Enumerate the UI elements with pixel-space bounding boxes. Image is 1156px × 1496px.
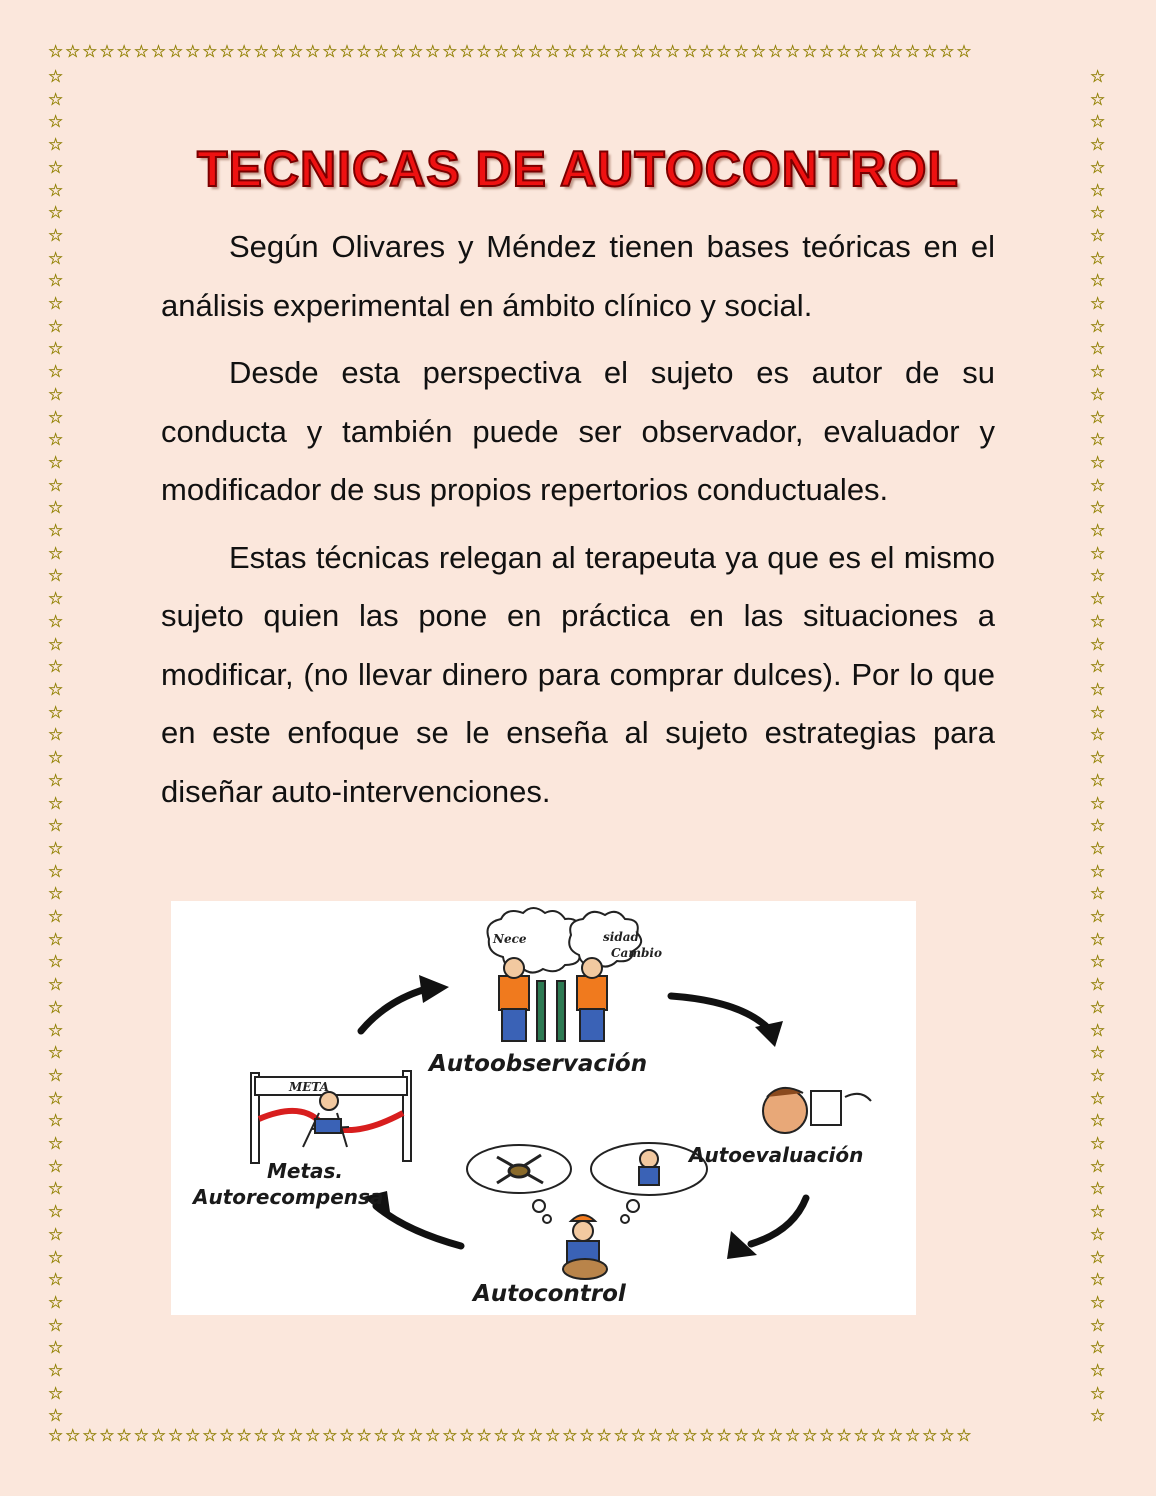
svg-text:sidad: sidad — [603, 930, 639, 944]
star-border-top: ☆☆☆☆☆☆☆☆☆☆☆☆☆☆☆☆☆☆☆☆☆☆☆☆☆☆☆☆☆☆☆☆☆☆☆☆☆☆☆☆☆☆☆☆☆☆☆☆☆☆☆☆☆☆ — [48, 44, 974, 62]
cycle-illustration — [171, 901, 916, 1315]
body-text — [161, 218, 995, 830]
worker-thought-icon — [639, 1150, 659, 1185]
paragraph-2: Desde esta perspectiva el sujeto es autor de su conducta y también puede ser observador, evaluador y modificador de sus propios repertorios conductuales. — [161, 355, 995, 507]
label-autorecompensa: Autorecompensa — [193, 1185, 384, 1209]
banner-text: META — [289, 1080, 330, 1094]
cloud-text: Nece — [493, 932, 527, 946]
paragraph-3: Estas técnicas relegan al terapeuta ya que es el mismo sujeto quien las pone en práctica en las situaciones a modificar, (no llevar dinero para comprar dulces). Por lo que en este enfoque se le enseña al sujeto estrategias para diseñar auto-intervenciones. — [161, 539, 995, 809]
star-border-right: ☆☆☆☆☆☆☆☆☆☆☆☆☆☆☆☆☆☆☆☆☆☆☆☆☆☆☆☆☆☆☆☆☆☆☆☆☆☆☆☆☆☆☆☆☆☆☆☆☆☆☆☆☆☆☆☆☆☆☆☆ — [1090, 67, 1106, 1427]
arrow-bottom-right — [751, 1198, 806, 1244]
label-autocontrol: Autocontrol — [473, 1281, 626, 1307]
arrow-top-right — [671, 996, 769, 1029]
self-control-cycle-diagram — [171, 901, 916, 1315]
page-title: TECNICAS DE AUTOCONTROL — [197, 141, 959, 197]
arrow-top-left — [361, 989, 426, 1031]
svg-text:Cambio: Cambio — [611, 946, 662, 960]
paragraph-1: Según Olivares y Méndez tienen bases teóricas en el análisis experimental en ámbito clínico y social. — [161, 229, 995, 323]
finish-line-runner-icon — [251, 1071, 411, 1163]
thought-bubbles-icon — [467, 1143, 707, 1223]
arrow-heads — [363, 975, 783, 1259]
label-metas: Metas. — [267, 1159, 344, 1183]
star-border-bottom: ☆☆☆☆☆☆☆☆☆☆☆☆☆☆☆☆☆☆☆☆☆☆☆☆☆☆☆☆☆☆☆☆☆☆☆☆☆☆☆☆☆☆☆☆☆☆☆☆☆☆☆☆☆☆ — [48, 1428, 974, 1446]
label-autoevaluacion: Autoevaluación — [689, 1143, 864, 1167]
thinking-person-icon — [763, 1088, 871, 1133]
star-border-left: ☆☆☆☆☆☆☆☆☆☆☆☆☆☆☆☆☆☆☆☆☆☆☆☆☆☆☆☆☆☆☆☆☆☆☆☆☆☆☆☆☆☆☆☆☆☆☆☆☆☆☆☆☆☆☆☆☆☆☆☆ — [48, 67, 64, 1427]
label-autoobservacion: Autoobservación — [429, 1051, 648, 1077]
kneeling-worker-icon — [563, 1215, 607, 1279]
